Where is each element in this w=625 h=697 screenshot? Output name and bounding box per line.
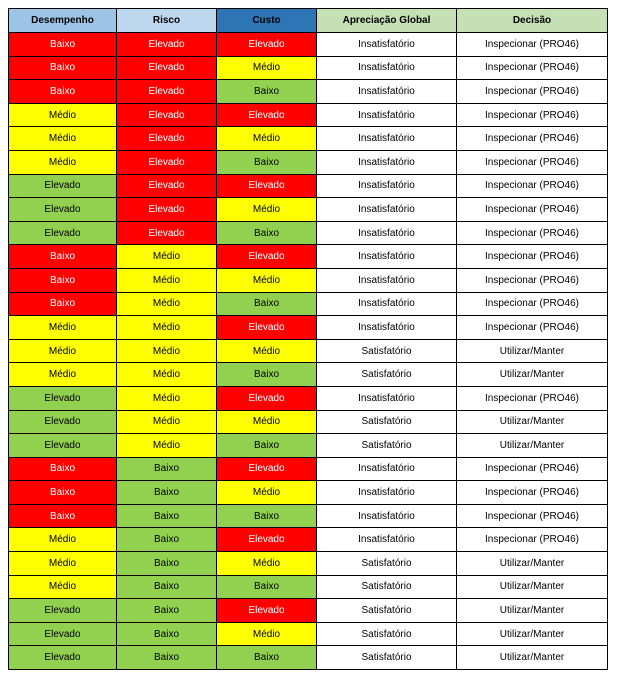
table-row [9, 340, 607, 364]
desempenho-cell: Baixo [9, 80, 117, 104]
table-row [9, 104, 607, 128]
table-row [9, 458, 607, 482]
risco-cell: Baixo [117, 623, 217, 647]
risco-cell: Médio [117, 363, 217, 387]
decisao-cell: Inspecionar (PRO46) [457, 269, 607, 293]
custo-cell: Elevado [217, 528, 317, 552]
apreciacao-cell: Insatisfatório [317, 198, 457, 222]
risco-cell: Médio [117, 340, 217, 364]
apreciacao-cell: Insatisfatório [317, 175, 457, 199]
apreciacao-cell: Insatisfatório [317, 387, 457, 411]
table-row [9, 552, 607, 576]
custo-cell: Médio [217, 481, 317, 505]
risco-cell: Baixo [117, 576, 217, 600]
decisao-cell: Utilizar/Manter [457, 646, 607, 669]
table-row [9, 198, 607, 222]
header-decisao: Decisão [457, 9, 607, 33]
decisao-cell: Inspecionar (PRO46) [457, 387, 607, 411]
table-row [9, 505, 607, 529]
header-custo: Custo [217, 9, 317, 33]
risco-cell: Baixo [117, 646, 217, 669]
table-row [9, 127, 607, 151]
table-row [9, 481, 607, 505]
decisao-cell: Inspecionar (PRO46) [457, 245, 607, 269]
apreciacao-cell: Satisfatório [317, 599, 457, 623]
header-desempenho: Desempenho [9, 9, 117, 33]
table-row [9, 80, 607, 104]
custo-cell: Médio [217, 623, 317, 647]
custo-cell: Baixo [217, 293, 317, 317]
risco-cell: Baixo [117, 505, 217, 529]
custo-cell: Baixo [217, 434, 317, 458]
decisao-cell: Utilizar/Manter [457, 576, 607, 600]
decisao-cell: Inspecionar (PRO46) [457, 458, 607, 482]
desempenho-cell: Elevado [9, 623, 117, 647]
table-row [9, 599, 607, 623]
decisao-cell: Inspecionar (PRO46) [457, 33, 607, 57]
risco-cell: Elevado [117, 57, 217, 81]
custo-cell: Baixo [217, 646, 317, 669]
table-row [9, 623, 607, 647]
desempenho-cell: Elevado [9, 411, 117, 435]
custo-cell: Médio [217, 411, 317, 435]
desempenho-cell: Médio [9, 127, 117, 151]
desempenho-cell: Elevado [9, 599, 117, 623]
desempenho-cell: Baixo [9, 505, 117, 529]
custo-cell: Médio [217, 552, 317, 576]
risco-cell: Médio [117, 245, 217, 269]
decisao-cell: Utilizar/Manter [457, 623, 607, 647]
risco-cell: Elevado [117, 151, 217, 175]
apreciacao-cell: Insatisfatório [317, 245, 457, 269]
risco-cell: Baixo [117, 528, 217, 552]
risco-cell: Elevado [117, 222, 217, 246]
risco-cell: Médio [117, 316, 217, 340]
decisao-cell: Inspecionar (PRO46) [457, 198, 607, 222]
table-row [9, 576, 607, 600]
desempenho-cell: Baixo [9, 481, 117, 505]
desempenho-cell: Baixo [9, 293, 117, 317]
table-row [9, 151, 607, 175]
apreciacao-cell: Insatisfatório [317, 57, 457, 81]
risco-cell: Elevado [117, 175, 217, 199]
table-row [9, 316, 607, 340]
risco-cell: Baixo [117, 481, 217, 505]
apreciacao-cell: Satisfatório [317, 411, 457, 435]
desempenho-cell: Médio [9, 340, 117, 364]
risco-cell: Elevado [117, 104, 217, 128]
custo-cell: Baixo [217, 576, 317, 600]
header-row [9, 9, 607, 33]
decisao-cell: Utilizar/Manter [457, 340, 607, 364]
table-row [9, 245, 607, 269]
table-row [9, 387, 607, 411]
table-row [9, 434, 607, 458]
risco-cell: Elevado [117, 127, 217, 151]
custo-cell: Baixo [217, 80, 317, 104]
apreciacao-cell: Satisfatório [317, 623, 457, 647]
desempenho-cell: Médio [9, 552, 117, 576]
decisao-cell: Inspecionar (PRO46) [457, 175, 607, 199]
custo-cell: Elevado [217, 316, 317, 340]
apreciacao-cell: Insatisfatório [317, 505, 457, 529]
desempenho-cell: Elevado [9, 434, 117, 458]
apreciacao-cell: Insatisfatório [317, 528, 457, 552]
desempenho-cell: Médio [9, 363, 117, 387]
apreciacao-cell: Satisfatório [317, 552, 457, 576]
apreciacao-cell: Insatisfatório [317, 269, 457, 293]
table-row [9, 222, 607, 246]
decisao-cell: Inspecionar (PRO46) [457, 505, 607, 529]
desempenho-cell: Elevado [9, 222, 117, 246]
decisao-cell: Inspecionar (PRO46) [457, 104, 607, 128]
risco-cell: Baixo [117, 458, 217, 482]
custo-cell: Elevado [217, 245, 317, 269]
decisao-cell: Inspecionar (PRO46) [457, 57, 607, 81]
desempenho-cell: Baixo [9, 245, 117, 269]
custo-cell: Médio [217, 198, 317, 222]
decisao-cell: Inspecionar (PRO46) [457, 293, 607, 317]
apreciacao-cell: Insatisfatório [317, 481, 457, 505]
decisao-cell: Inspecionar (PRO46) [457, 481, 607, 505]
decisao-cell: Inspecionar (PRO46) [457, 151, 607, 175]
risco-cell: Baixo [117, 552, 217, 576]
apreciacao-cell: Insatisfatório [317, 222, 457, 246]
custo-cell: Baixo [217, 363, 317, 387]
desempenho-cell: Baixo [9, 33, 117, 57]
desempenho-cell: Baixo [9, 57, 117, 81]
apreciacao-cell: Insatisfatório [317, 127, 457, 151]
apreciacao-cell: Insatisfatório [317, 104, 457, 128]
desempenho-cell: Médio [9, 576, 117, 600]
table-row [9, 293, 607, 317]
apreciacao-cell: Satisfatório [317, 576, 457, 600]
desempenho-cell: Baixo [9, 269, 117, 293]
risco-cell: Médio [117, 434, 217, 458]
table-row [9, 646, 607, 669]
desempenho-cell: Elevado [9, 646, 117, 669]
custo-cell: Elevado [217, 599, 317, 623]
decisao-cell: Inspecionar (PRO46) [457, 127, 607, 151]
decision-matrix-table [8, 8, 608, 670]
custo-cell: Elevado [217, 387, 317, 411]
apreciacao-cell: Satisfatório [317, 434, 457, 458]
risco-cell: Médio [117, 293, 217, 317]
custo-cell: Elevado [217, 175, 317, 199]
custo-cell: Elevado [217, 33, 317, 57]
decisao-cell: Utilizar/Manter [457, 434, 607, 458]
table-row [9, 363, 607, 387]
custo-cell: Baixo [217, 151, 317, 175]
apreciacao-cell: Satisfatório [317, 340, 457, 364]
risco-cell: Elevado [117, 198, 217, 222]
desempenho-cell: Elevado [9, 387, 117, 411]
decisao-cell: Utilizar/Manter [457, 411, 607, 435]
risco-cell: Baixo [117, 599, 217, 623]
table-row [9, 175, 607, 199]
desempenho-cell: Elevado [9, 175, 117, 199]
apreciacao-cell: Insatisfatório [317, 293, 457, 317]
table-row [9, 33, 607, 57]
apreciacao-cell: Insatisfatório [317, 80, 457, 104]
custo-cell: Médio [217, 340, 317, 364]
header-apreciacao-global: Apreciação Global [317, 9, 457, 33]
risco-cell: Médio [117, 269, 217, 293]
table-row [9, 57, 607, 81]
desempenho-cell: Médio [9, 528, 117, 552]
custo-cell: Médio [217, 269, 317, 293]
decisao-cell: Inspecionar (PRO46) [457, 316, 607, 340]
custo-cell: Baixo [217, 505, 317, 529]
risco-cell: Médio [117, 411, 217, 435]
decisao-cell: Utilizar/Manter [457, 363, 607, 387]
decisao-cell: Inspecionar (PRO46) [457, 222, 607, 246]
decisao-cell: Utilizar/Manter [457, 599, 607, 623]
apreciacao-cell: Satisfatório [317, 363, 457, 387]
apreciacao-cell: Insatisfatório [317, 458, 457, 482]
custo-cell: Médio [217, 127, 317, 151]
apreciacao-cell: Insatisfatório [317, 316, 457, 340]
custo-cell: Elevado [217, 458, 317, 482]
decisao-cell: Inspecionar (PRO46) [457, 80, 607, 104]
risco-cell: Elevado [117, 33, 217, 57]
decisao-cell: Utilizar/Manter [457, 552, 607, 576]
header-risco: Risco [117, 9, 217, 33]
table-body [9, 33, 607, 669]
desempenho-cell: Elevado [9, 198, 117, 222]
apreciacao-cell: Satisfatório [317, 646, 457, 669]
desempenho-cell: Médio [9, 151, 117, 175]
apreciacao-cell: Insatisfatório [317, 151, 457, 175]
table-row [9, 269, 607, 293]
table-row [9, 411, 607, 435]
desempenho-cell: Baixo [9, 458, 117, 482]
desempenho-cell: Médio [9, 104, 117, 128]
table-row [9, 528, 607, 552]
risco-cell: Médio [117, 387, 217, 411]
risco-cell: Elevado [117, 80, 217, 104]
custo-cell: Baixo [217, 222, 317, 246]
custo-cell: Médio [217, 57, 317, 81]
decisao-cell: Inspecionar (PRO46) [457, 528, 607, 552]
custo-cell: Elevado [217, 104, 317, 128]
apreciacao-cell: Insatisfatório [317, 33, 457, 57]
desempenho-cell: Médio [9, 316, 117, 340]
